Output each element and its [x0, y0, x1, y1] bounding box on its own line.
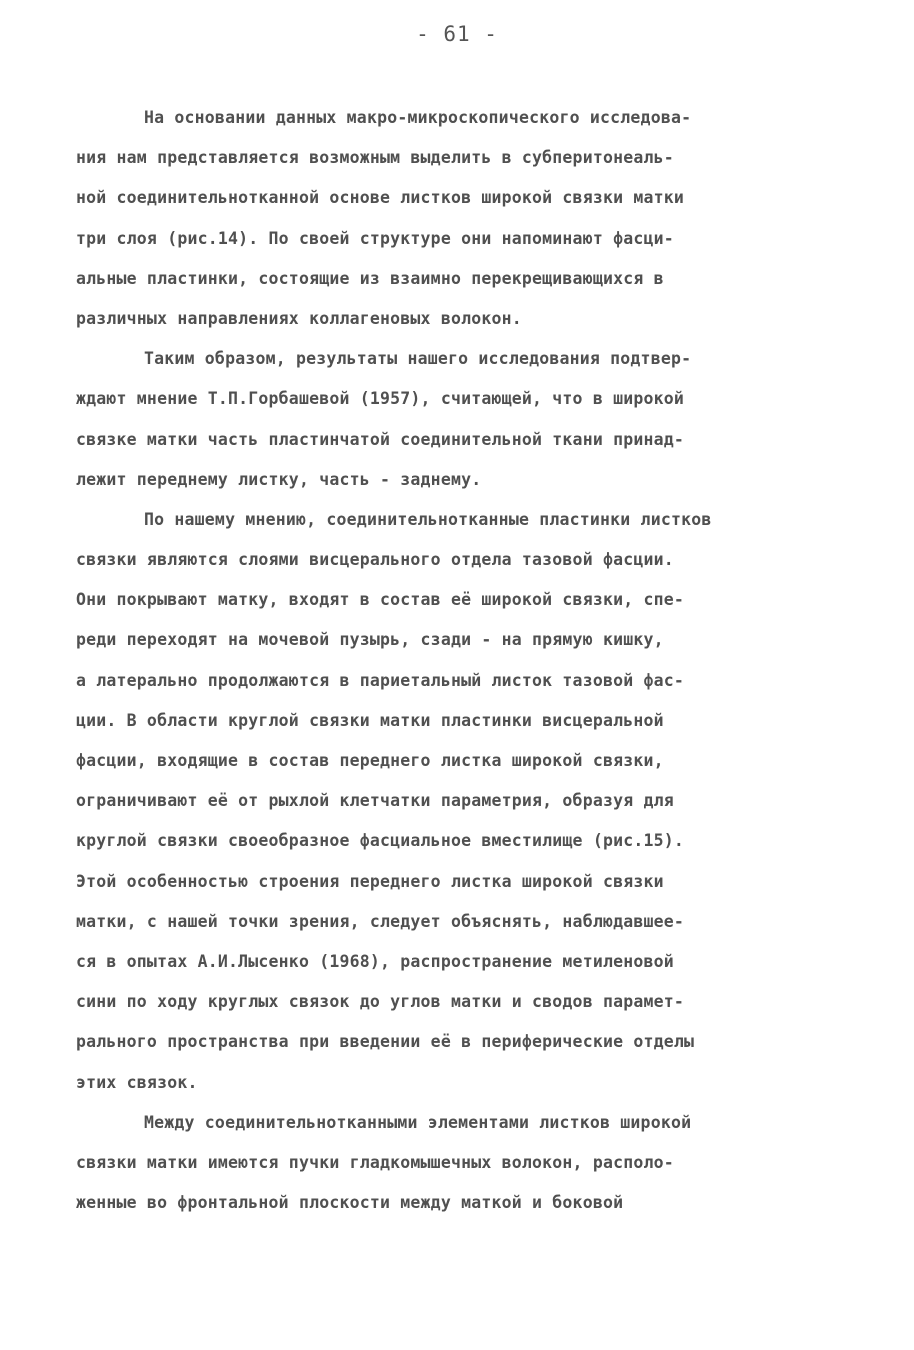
text-line: ся в опытах А.И.Лысенко (1968), распространение метиленовой [76, 951, 674, 971]
text-line: круглой связки своеобразное фасциальное вместилище (рис.15). [76, 831, 685, 851]
text-line: ограничивают её от рыхлой клетчатки параметрия, образуя для [76, 791, 674, 811]
text-line: а латерально продолжаются в париетальный листок тазовой фас- [76, 670, 685, 690]
text-line: матки, с нашей точки зрения, следует объяснять, наблюдавшее- [76, 911, 685, 931]
text-line: ции. В области круглой связки матки пластинки висцеральной [76, 710, 664, 730]
text-line: связки матки имеются пучки гладкомышечных волокон, располо- [76, 1152, 674, 1172]
text-line: связки являются слоями висцерального отдела тазовой фасции. [76, 550, 674, 570]
body-text [76, 98, 846, 1223]
text-line: лежит переднему листку, часть - заднему. [76, 469, 482, 489]
text-line: ния нам представляется возможным выделить в субперитонеаль- [76, 148, 674, 168]
text-line: ждают мнение Т.П.Горбашевой (1957), считающей, что в широкой [76, 389, 685, 409]
paragraph-first-line: Таким образом, результаты нашего исследования подтвер- [144, 349, 692, 369]
paragraph-first-line: По нашему мнению, соединительнотканные пластинки листков [144, 509, 712, 529]
text-line: женные во фронтальной плоскости между маткой и боковой [76, 1193, 624, 1213]
text-line: альные пластинки, состоящие из взаимно перекрещивающихся в [76, 268, 664, 288]
text-line: Этой особенностью строения переднего листка широкой связки [76, 871, 664, 891]
text-line: сини по ходу круглых связок до углов матки и сводов парамет- [76, 992, 685, 1012]
text-line: три слоя (рис.14). По своей структуре они напоминают фасци- [76, 228, 674, 248]
page-number: - 61 - [416, 22, 498, 46]
text-line: реди переходят на мочевой пузырь, сзади - на прямую кишку, [76, 630, 664, 650]
paragraph-first-line: Между соединительнотканными элементами листков широкой [144, 1112, 692, 1132]
paragraph-first-line: На основании данных макро-микроскопического исследова- [144, 108, 692, 127]
text-line: фасции, входящие в состав переднего листка широкой связки, [76, 751, 664, 770]
text-line: связке матки часть пластинчатой соединительной ткани принад- [76, 429, 685, 449]
text-line: ной соединительнотканной основе листков широкой связки матки [76, 188, 685, 208]
text-line: различных направлениях коллагеновых волокон. [76, 308, 522, 328]
text-line: рального пространства при введении её в периферические отделы [76, 1032, 695, 1052]
text-line: Они покрывают матку, входят в состав её широкой связки, спе- [76, 590, 685, 610]
text-line: этих связок. [76, 1072, 198, 1092]
